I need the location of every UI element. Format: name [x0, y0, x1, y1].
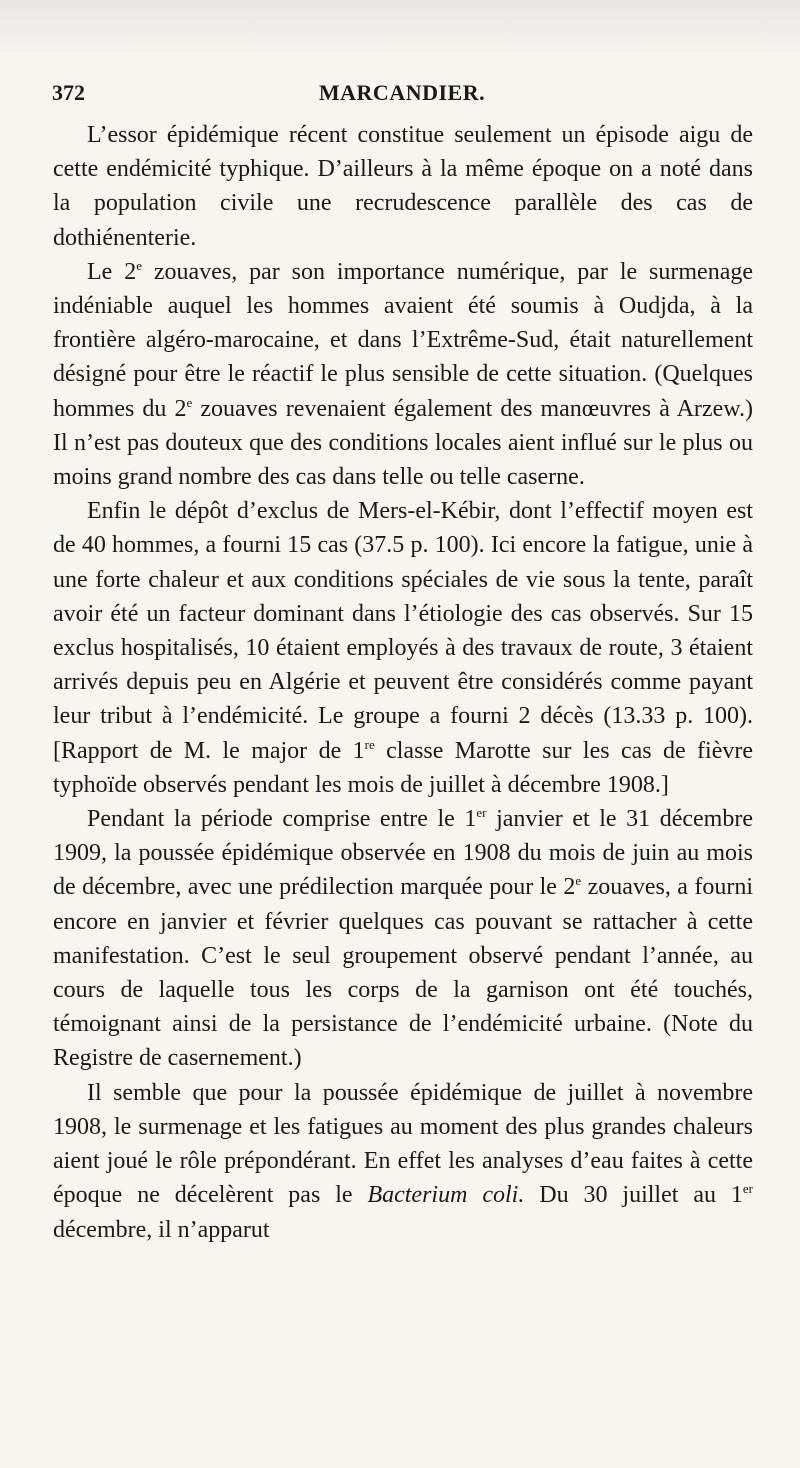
body-text [53, 118, 753, 1247]
page-number: 372 [52, 80, 85, 105]
text-run: Enfin le dépôt d’exclus de Mers-el-Kébir, dont l’effectif moyen est de 40 hommes, a fourni 15 cas (37.5 p. 100). Ici encore la fatigue, unie à une forte chaleur et aux conditions spéciales de vie sous la tente, paraît avoir été un facteur dominant dans l’étiologie des cas observés. Sur 15 exclus hospitalisés, 10 étaient employés à des travaux de route, 3 étaient arrivés depuis peu en Algérie et peuvent être considérés comme payant leur tribut à l’endémicité. Le groupe a fourni 2 décès (13.33 p. 100). [Rapport de M. le major de 1 [53, 498, 753, 764]
text-run: décembre, il n’apparut [53, 1216, 270, 1243]
text-run: L’essor épidémique récent constitue seulement un épisode aigu de cette endémicité typhique. D’ailleurs à la même époque on a noté dans la population civile une recrudescence parallèle des cas de dothiénenterie. [53, 122, 753, 251]
superscript: re [364, 736, 375, 752]
text-run: Du 30 juillet au 1 [524, 1182, 743, 1209]
text-run: Il semble que pour la poussée épidémique de juillet à novembre 1908, le surmenage et les fatigues au moment des plus grandes chaleurs aient joué le rôle prépondérant. En effet les analyses d’eau faites à cette époque ne décelèrent pas le [53, 1079, 753, 1209]
paragraph [53, 1076, 753, 1247]
superscript: er [476, 805, 487, 821]
italic-term: Bacterium coli. [367, 1182, 525, 1209]
page-top-shadow [0, 0, 800, 60]
text-run: Pendant la période comprise entre le 1 [87, 806, 477, 833]
text-run: Le 2 [87, 258, 137, 285]
text-run: zouaves revenaient également des manœuvres à Arzew.) Il n’est pas douteux que des conditions locales aient influé sur le plus ou moins grand nombre des cas dans telle ou telle caserne. [53, 395, 753, 491]
text-run: classe Marotte sur les cas de fièvre typhoïde observés pendant les mois de juillet à décembre 1908.] [53, 737, 753, 798]
paragraph [53, 255, 753, 494]
superscript: e [575, 873, 582, 889]
page-header [52, 76, 752, 112]
superscript: er [742, 1181, 754, 1197]
text-run: zouaves, par son importance numérique, par le surmenage indéniable auquel les hommes avaient été soumis à Oudjda, à la frontière algéro-marocaine, et dans l’Extrême-Sud, était naturellement désigné pour être le réactif le plus sensible de cette situation. (Quelques hommes du 2 [53, 258, 753, 422]
paragraph [53, 802, 753, 1076]
text-run: zouaves, a fourni encore en janvier et février quelques cas pouvant se rattacher à cette manifestation. C’est le seul groupement observé pendant l’année, au cours de laquelle tous les corps de la garnison ont été touchés, témoignant ainsi de la persistance de l’endémicité urbaine. (Note du Registre de casernement.) [53, 874, 753, 1072]
paragraph [53, 494, 753, 802]
text-run: janvier et le 31 décembre 1909, la poussée épidémique observée en 1908 du mois de juin au mois de décembre, avec une prédilection marquée pour le 2 [53, 806, 753, 901]
paragraph [53, 118, 753, 255]
superscript: e [186, 394, 193, 410]
running-head: MARCANDIER. [318, 80, 486, 105]
superscript: e [136, 257, 142, 273]
